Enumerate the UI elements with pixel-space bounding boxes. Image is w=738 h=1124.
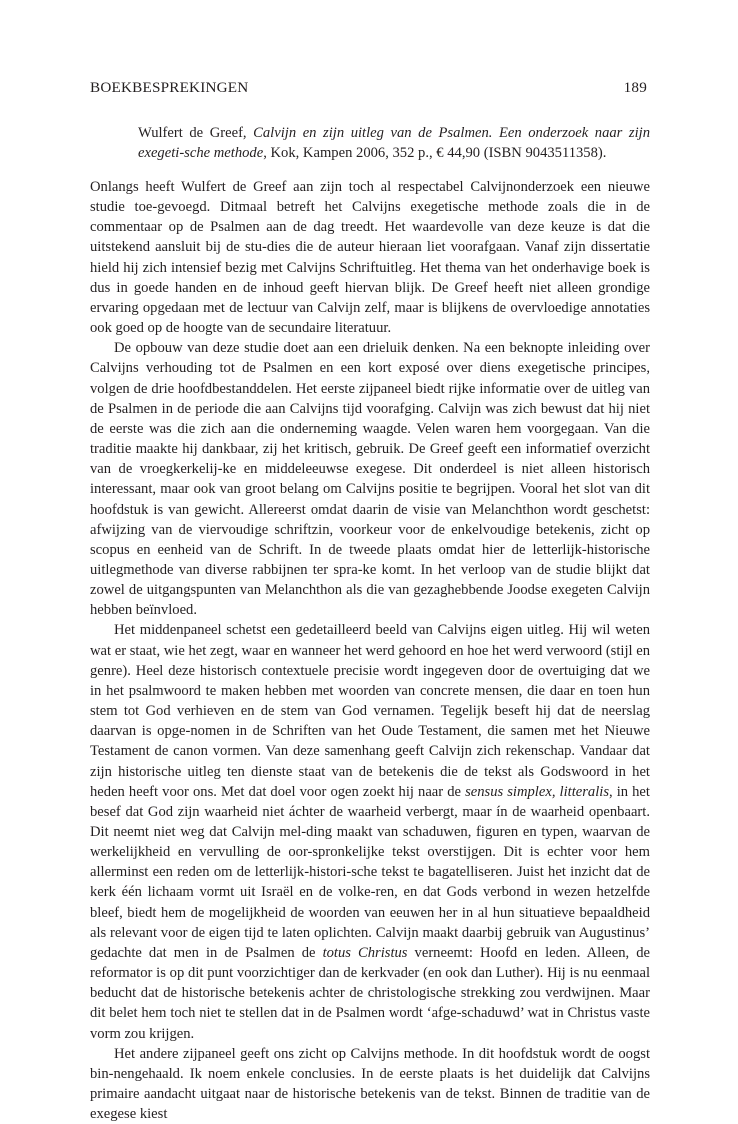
review-body bbox=[90, 177, 650, 1124]
paragraph-2: De opbouw van deze studie doet aan een drieluik denken. Na een beknopte inleiding over Calvijns verhouding tot de Psalmen en een kort exposé over diens exegetische principes, volgen de drie hoofdbestanddelen. Het eerste zijpaneel biedt rijke informatie over de uitleg van de Psalmen in de periode die aan Calvijns tijd voorafging. Calvijn was zich bewust dat hij niet de eerste was die zich aan die onderneming waagde. Velen waren hem voorgegaan. Van die traditie maakte hij dankbaar, zij het kritisch, gebruik. De Greef geeft een informatief overzicht van de vroegkerkelij-ke en middeleeuwse exegese. Dit onderdeel is niet alleen historisch interessant, maar ook van groot belang om Calvijns positie te begrijpen. Vooral het slot van dit hoofdstuk is van gewicht. Allereerst omdat daarin de visie van Melanchthon wordt geschetst: afwijzing van de viervoudige schriftzin, voorkeur voor de enkelvoudige betekenis, zicht op scopus en eenheid van de Schrift. In de tweede plaats omdat hier de letterlijk-historische uitlegmethode van diverse rabbijnen ter spra-ke komt. In het verloop van de studie blijkt dat zowel de uitgangspunten van Melanchthon als die van gezaghebbende Joodse exegeten Calvijn hebben beïnvloed. bbox=[90, 340, 650, 619]
running-header bbox=[90, 79, 647, 97]
citation-details: , Kok, Kampen 2006, 352 p., € 44,90 (ISBN 9043511358). bbox=[263, 145, 607, 161]
paragraph-3-part-c: verneemt: Hoofd en leden. Alleen, de reformator is op dit punt voorzichtiger dan de kerkvader (en ook dan Luther). Hij is nu eenmaal beducht dat de historische betekenis achter de christologische strekking zou verdwijnen. Maar dit belet hem toch niet te stellen dat in de Psalmen wordt ‘afge-schaduwd’ wat in Christus vaste vorm zou krijgen. bbox=[90, 944, 650, 1042]
latin-term-sensus: sensus simplex, litteralis bbox=[465, 783, 609, 800]
paragraph-3-part-a: Het middenpaneel schetst een gedetailleerd beeld van Calvijns eigen uitleg. Hij wil weten wat er staat, wie het zegt, waar en wanneer het werd gehoord en hoe het werd verwoord (stijl en genre). Heel deze historisch contextuele precisie wordt ingegeven door de overtuiging dat we in het psalmwoord te maken hebben met woorden van concrete mensen, die daar en toen hun stem tot God verhieven en de stem van God vernamen. Tegelijk beseft hij dat de neerslag daarvan is opge-nomen in de Schriften van het Oude Testament, die samen met het Nieuwe Testament de canon vormen. Van deze samenhang geeft Calvijn zich rekenschap. Vandaar dat zijn historische uitleg ten dienste staat van de betekenis die de tekst als Godswoord in het heden heeft voor ons. Met dat doel voor ogen zoekt hij naar de bbox=[90, 622, 651, 800]
page-number: 189 bbox=[623, 79, 647, 96]
paragraph-3 bbox=[90, 620, 650, 1043]
paragraph-1: Onlangs heeft Wulfert de Greef aan zijn toch al respectabel Calvijnonderzoek een nieuwe studie toe-gevoegd. Ditmaal betreft het Calvijns exegetische methode zoals die in de commentaar op de Psalmen aan de dag treedt. Het waardevolle van deze keuze is dat die uitstekend aansluit bij de stu-dies die de auteur hieraan liet voorafgaan. Vanaf zijn dissertatie hield hij zich intensief bezig met Calvijns Schriftuitleg. Het thema van het onderhavige boek is dus in goede handen en de inhoud geeft hiervan blijk. De Greef heeft niet alleen grondige ervaring opgedaan met de lectuur van Calvijn zelf, maar is blijkens de overvloedige annotaties ook goed op de hoogte van de secundaire literatuur. bbox=[90, 179, 650, 337]
book-citation bbox=[138, 123, 650, 163]
paragraph-4: Het andere zijpaneel geeft ons zicht op Calvijns methode. In dit hoofdstuk wordt de oogst bin-nengehaald. Ik noem enkele conclusies. In de eerste plaats is het duidelijk dat Calvijns primaire aandacht uitgaat naar de historische betekenis van de tekst. Binnen de traditie van de exegese kiest bbox=[90, 1045, 650, 1123]
citation-author: Wulfert de Greef, bbox=[138, 125, 254, 141]
citation-title: Calvijn en zijn uitleg van de Psalmen. Een onderzoek naar zijn exegeti-sche methode bbox=[138, 125, 651, 161]
section-title: BOEKBESPREKINGEN bbox=[90, 79, 249, 96]
latin-term-totus-christus: totus Christus bbox=[322, 944, 408, 961]
paragraph-3-part-b: , in het besef dat God zijn waarheid niet áchter de waarheid verbergt, maar ín de waarheid openbaart. Dit neemt niet weg dat Calvijn mel-ding maakt van schaduwen, figuren en typen, waarvan de werkelijkheid en vervulling de oor-spronkelijke tekst overstijgen. Dit is echter voor hem allerminst een reden om de letterlijk-histori-sche tekst te bagatelliseren. Juist het inzicht dat de kerk één lichaam vormt uit Israël en de volke-ren, en dat Gods verbond in wezen hetzelfde bleef, biedt hem de mogelijkheid de woorden van eeuwen her in al hun situatieve bepaaldheid als relevant voor de eigen tijd te laten oplichten. Calvijn maakt daarbij gebruik van Augustinus’ gedachte dat men in de Psalmen de bbox=[90, 783, 650, 961]
